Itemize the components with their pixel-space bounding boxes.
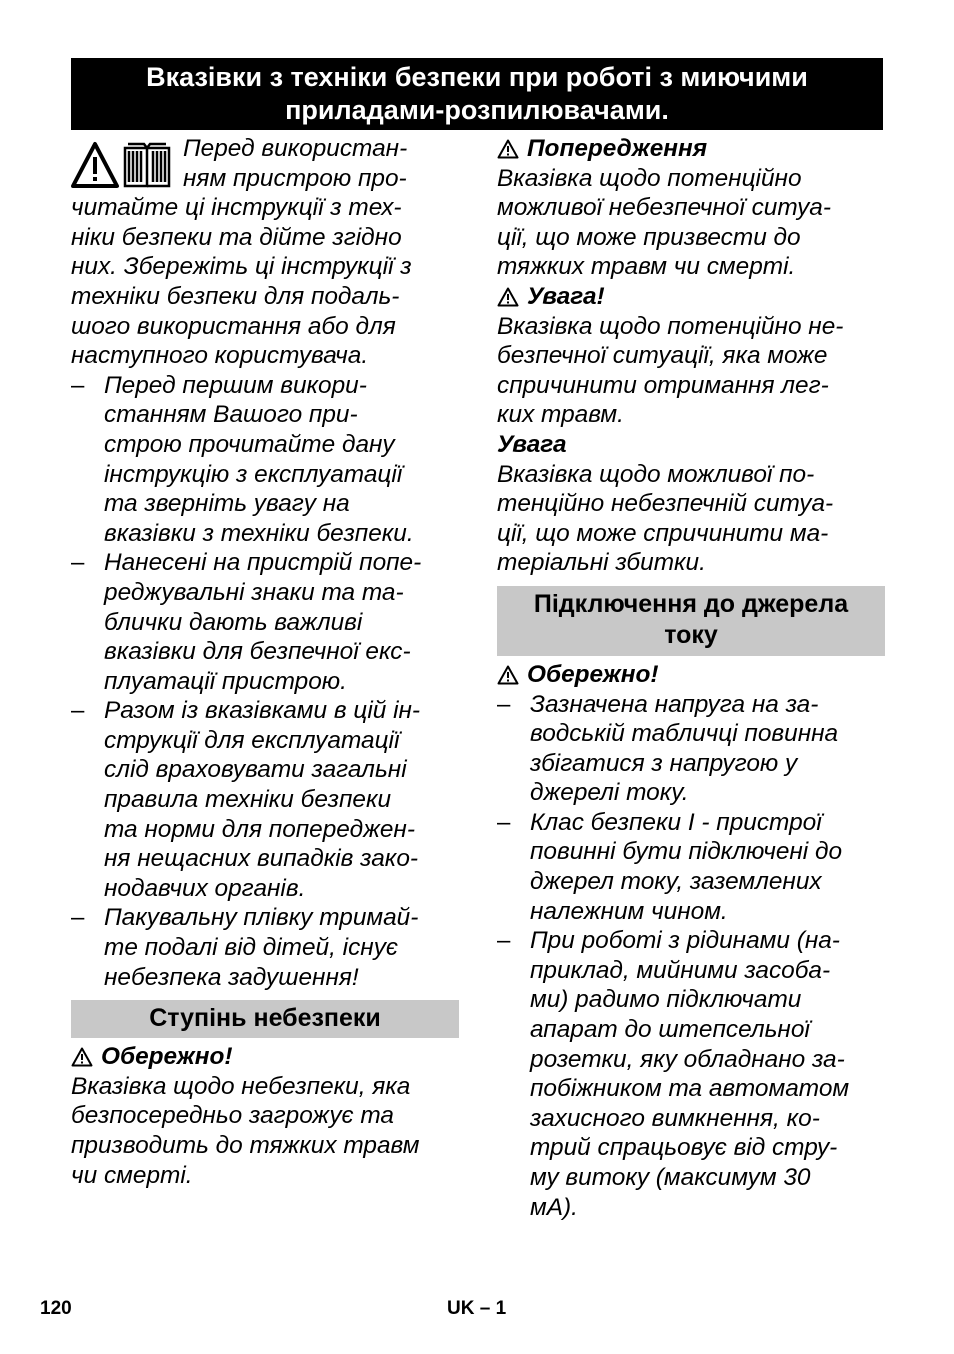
list-item-text: Зазначена напруга на за- водській табличці повинна збігатися з напругою у джерелі току. (530, 690, 839, 807)
list-item-text: Перед першим викори- станням Вашого при- строю прочитайте дану інструкцію з експлуатації та зверніть увагу на вказівки з техніки безпеки. (104, 371, 414, 547)
dash-bullet: – (497, 927, 511, 955)
notice-heading-label: Увага (497, 430, 567, 458)
warning-manual-icons (71, 140, 175, 192)
page-number: 120 (40, 1298, 72, 1319)
warning-triangle-icon (71, 1047, 93, 1067)
warning-heading-label: Попередження (527, 135, 708, 162)
warning-triangle-icon (73, 144, 117, 186)
dash-bullet: – (71, 549, 85, 577)
dash-bullet: – (71, 904, 85, 932)
list-item-text: Пакувальну плівку тримай- те подалі від дітей, існує небезпека задушення! (104, 904, 419, 991)
danger-heading (497, 660, 885, 690)
intro-block (71, 134, 459, 371)
warning-heading (497, 134, 885, 164)
list-item (71, 371, 459, 549)
right-column (497, 134, 885, 1222)
dash-bullet: – (497, 808, 511, 836)
list-item-text: При роботі з рідинами (на- приклад, мийними засоба- ми) радимо підключати апарат до штепсельної розетки, яку обладнано за- побіжником та автоматом захисного вимкнення, ко- трий спрацьовує від стру- му витоку (максимум 30 мА). (530, 927, 850, 1221)
warning-text: Вказівка щодо потенційно можливої небезпечної ситуа- ції, що може призвести до тяжких травм чи смерті. (497, 164, 831, 281)
notice-text: Вказівка щодо можливої по- тенційно небезпечній ситуа- ції, що може спричинити ма- теріальні збитки. (497, 460, 834, 577)
intro-text: Перед використан- ням пристрою про- читайте ці інструкції з тех- ніки безпеки та дійте згідно них. Збережіть ці інструкції з техніки безпеки для подаль- шого використання або для наступного користувача. (71, 135, 412, 370)
list-item (497, 808, 885, 926)
list-item-text: Разом із вказівками в цій ін- струкції для експлуатації слід враховувати загальні правила техніки безпеки та норми для попереджен- ня нещасних випадків зако- нодавчих органів. (104, 697, 421, 902)
list-item (71, 903, 459, 992)
list-item-text: Клас безпеки I - пристрої повинні бути підключені до джерел току, заземлених належним чином. (530, 808, 843, 925)
danger-text: Вказівка щодо небезпеки, яка безпосередньо загрожує та призводить до тяжких травм чи смерті. (71, 1072, 420, 1189)
dash-bullet: – (497, 690, 511, 718)
caution-heading (497, 282, 885, 312)
list-item (497, 926, 885, 1222)
warning-triangle-icon (497, 665, 519, 685)
notice-heading (497, 430, 885, 460)
list-item (71, 696, 459, 903)
danger-heading-label: Обережно! (101, 1043, 233, 1071)
section-heading-danger-levels: Ступінь небезпеки (71, 1000, 459, 1038)
warning-triangle-icon (497, 139, 519, 159)
safety-instructions-list (71, 371, 459, 992)
power-connection-list (497, 690, 885, 1223)
caution-heading-label: Увага! (527, 282, 605, 310)
danger-heading-label: Обережно! (527, 660, 659, 688)
caution-text: Вказівка щодо потенційно не- безпечної ситуації, яка може спричинити отримання лег- ких травм. (497, 312, 844, 429)
left-column (71, 134, 459, 1190)
warning-triangle-icon (497, 287, 519, 307)
main-title: Вказівки з техніки безпеки при роботі з миючими приладами-розпилювачами. (71, 58, 883, 130)
list-item (71, 548, 459, 696)
page-code: UK – 1 (447, 1298, 507, 1319)
list-item (497, 690, 885, 808)
manual-book-icon (125, 144, 169, 186)
section-heading-power-connection: Підключення до джерела току (497, 586, 885, 656)
list-item-text: Нанесені на пристрій попе- реджувальні знаки та та- блички дають важливі вказівки для безпечної екс- плуатації пристрою. (104, 549, 422, 695)
danger-heading (71, 1042, 459, 1072)
dash-bullet: – (71, 697, 85, 725)
dash-bullet: – (71, 371, 85, 399)
